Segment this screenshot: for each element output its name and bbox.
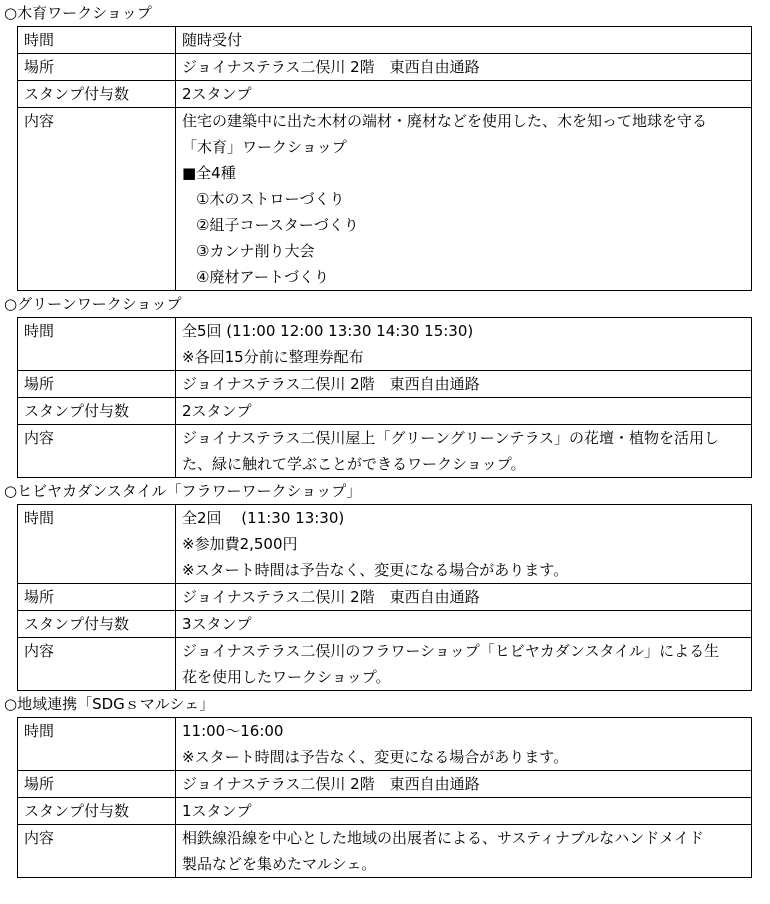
value-line: ③カンナ削り大会 bbox=[196, 242, 315, 260]
table-row bbox=[18, 505, 752, 584]
row-value-stamps bbox=[176, 81, 752, 108]
row-value-stamps bbox=[176, 798, 752, 825]
value-line: ジョイナステラス二俣川 2階 東西自由通路 bbox=[182, 375, 480, 393]
table-mokuiku bbox=[17, 26, 752, 291]
value-line: 花を使用したワークショップ。 bbox=[182, 668, 391, 686]
table-row bbox=[18, 798, 752, 825]
value-line: ※各回15分前に整理券配布 bbox=[182, 348, 364, 366]
row-label-content: 内容 bbox=[18, 825, 176, 878]
value-line: ①木のストローづくり bbox=[196, 190, 345, 208]
value-line: ②組子コースターづくり bbox=[196, 216, 359, 234]
row-label-time: 時間 bbox=[18, 318, 176, 371]
section-title-marche: ○地域連携「SDGｓマルシェ」 bbox=[4, 695, 215, 713]
row-value-stamps bbox=[176, 611, 752, 638]
value-line: 「木育」ワークショップ bbox=[182, 138, 347, 156]
row-value-content bbox=[176, 108, 752, 291]
value-line: 1スタンプ bbox=[182, 802, 252, 820]
value-line: 2スタンプ bbox=[182, 402, 252, 420]
value-line: ※参加費2,500円 bbox=[182, 535, 298, 553]
table-row bbox=[18, 584, 752, 611]
table-row bbox=[18, 27, 752, 54]
value-line: ジョイナステラス二俣川 2階 東西自由通路 bbox=[182, 775, 480, 793]
table-row bbox=[18, 108, 752, 291]
table-row bbox=[18, 611, 752, 638]
value-line: 随時受付 bbox=[182, 31, 243, 49]
table-row bbox=[18, 771, 752, 798]
row-value-stamps bbox=[176, 398, 752, 425]
table-row bbox=[18, 825, 752, 878]
row-label-time: 時間 bbox=[18, 505, 176, 584]
table-row bbox=[18, 425, 752, 478]
value-line: 3スタンプ bbox=[182, 615, 252, 633]
row-value-place bbox=[176, 771, 752, 798]
row-label-stamps: スタンプ付与数 bbox=[18, 398, 176, 425]
table-green bbox=[17, 317, 752, 478]
table-flower bbox=[17, 504, 752, 691]
value-line: 2スタンプ bbox=[182, 85, 252, 103]
row-label-content: 内容 bbox=[18, 638, 176, 691]
row-label-stamps: スタンプ付与数 bbox=[18, 81, 176, 108]
row-label-stamps: スタンプ付与数 bbox=[18, 798, 176, 825]
row-value-time bbox=[176, 505, 752, 584]
value-line: た、緑に触れて学ぶことができるワークショップ。 bbox=[182, 455, 526, 473]
table-row bbox=[18, 54, 752, 81]
row-label-content: 内容 bbox=[18, 108, 176, 291]
section-title-flower: ○ヒビヤカダンスタイル「フラワーワークショップ」 bbox=[4, 482, 362, 500]
table-row bbox=[18, 318, 752, 371]
row-label-place: 場所 bbox=[18, 771, 176, 798]
value-line: 製品などを集めたマルシェ。 bbox=[182, 855, 377, 873]
row-label-time: 時間 bbox=[18, 27, 176, 54]
table-row bbox=[18, 638, 752, 691]
table-row bbox=[18, 398, 752, 425]
section-title-green: ○グリーンワークショップ bbox=[4, 295, 182, 313]
row-value-content bbox=[176, 638, 752, 691]
table-marche bbox=[17, 717, 752, 878]
value-line: 全2回 (11:30 13:30) bbox=[182, 509, 345, 527]
value-line: ※スタート時間は予告なく、変更になる場合があります。 bbox=[182, 748, 569, 766]
row-value-time bbox=[176, 27, 752, 54]
value-line: ジョイナステラス二俣川 2階 東西自由通路 bbox=[182, 58, 480, 76]
table-row bbox=[18, 81, 752, 108]
row-label-place: 場所 bbox=[18, 54, 176, 81]
value-line: ※スタート時間は予告なく、変更になる場合があります。 bbox=[182, 561, 569, 579]
value-line: ④廃材アートづくり bbox=[196, 268, 329, 286]
value-line: 全5回 (11:00 12:00 13:30 14:30 15:30) bbox=[182, 322, 474, 340]
row-label-time: 時間 bbox=[18, 718, 176, 771]
value-line: ■全4種 bbox=[182, 164, 236, 182]
row-value-place bbox=[176, 371, 752, 398]
row-label-content: 内容 bbox=[18, 425, 176, 478]
row-value-time bbox=[176, 318, 752, 371]
row-value-content bbox=[176, 425, 752, 478]
value-line: 住宅の建築中に出た木材の端材・廃材などを使用した、木を知って地球を守る bbox=[182, 112, 708, 130]
row-value-place bbox=[176, 584, 752, 611]
value-line: ジョイナステラス二俣川のフラワーショップ「ヒビヤカダンスタイル」による生 bbox=[182, 642, 720, 660]
row-value-content bbox=[176, 825, 752, 878]
table-row bbox=[18, 718, 752, 771]
value-line: 相鉄線沿線を中心とした地域の出展者による、サスティナブルなハンドメイド bbox=[182, 829, 704, 847]
value-line: ジョイナステラス二俣川屋上「グリーングリーンテラス」の花壇・植物を活用し bbox=[182, 429, 720, 447]
row-value-place bbox=[176, 54, 752, 81]
row-value-time bbox=[176, 718, 752, 771]
row-label-place: 場所 bbox=[18, 584, 176, 611]
value-line: ジョイナステラス二俣川 2階 東西自由通路 bbox=[182, 588, 480, 606]
table-row bbox=[18, 371, 752, 398]
value-line: 11:00～16:00 bbox=[182, 722, 284, 740]
section-title-mokuiku: ○木育ワークショップ bbox=[4, 4, 152, 22]
row-label-stamps: スタンプ付与数 bbox=[18, 611, 176, 638]
row-label-place: 場所 bbox=[18, 371, 176, 398]
